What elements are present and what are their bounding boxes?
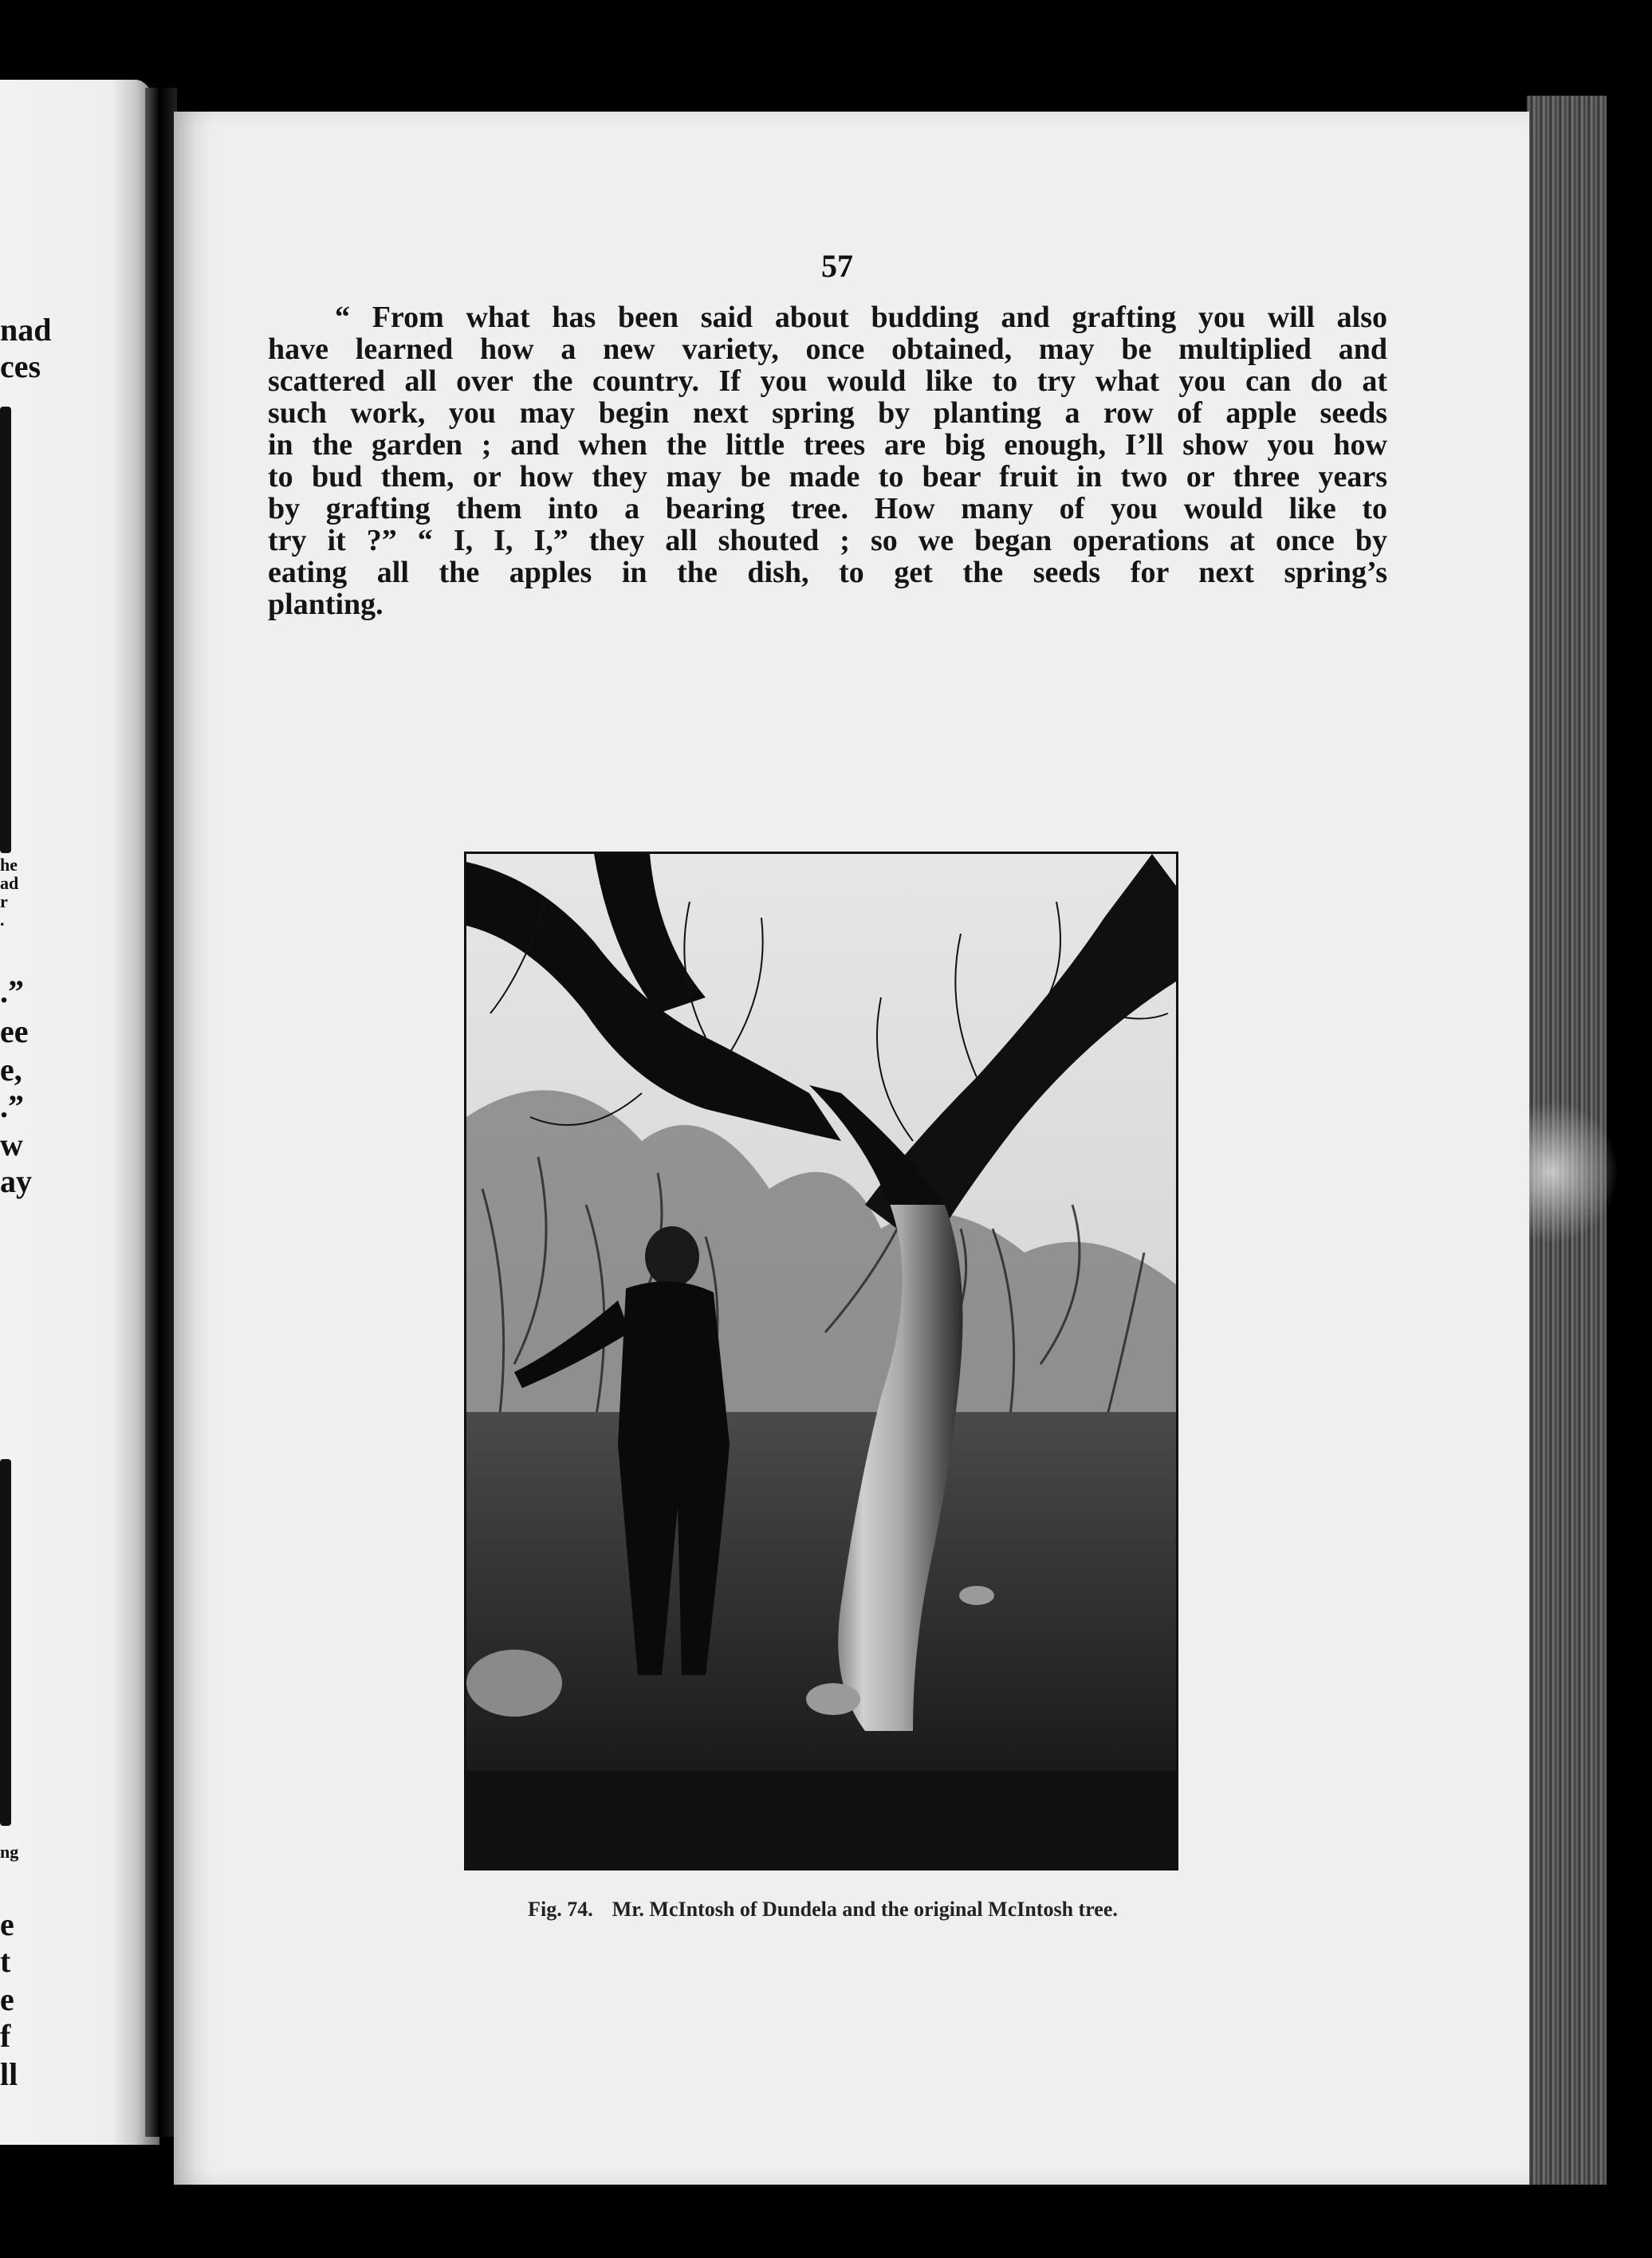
facing-page-text: ces [0,348,41,384]
text-line: have learned how a new variety, once obtained, may be multiplied and [268,332,1387,366]
body-paragraph [268,301,1387,620]
facing-page-text: f [0,2018,11,2054]
text-line: by grafting them into a bearing tree. How many of you would like to [268,492,1387,525]
text-line: eating all the apples in the dish, to get the seeds for next spring’s [268,556,1387,589]
facing-page-text: nad [0,312,52,348]
text-line: scattered all over the country. If you would like to try what you can do at [268,364,1387,398]
facing-page-illustration [0,407,11,853]
facing-page [0,80,159,2145]
facing-page-text: .” [0,1088,24,1124]
text-line: in the garden ; and when the little trees are big enough, I’ll show you how [268,428,1387,462]
facing-page-text: r [0,891,8,911]
facing-page-text: ad [0,873,19,893]
book-gutter [145,88,177,2137]
text-line: planting. [268,588,384,621]
text-line: to bud them, or how they may be made to bear fruit in two or three years [268,460,1387,494]
text-line: try it ?” “ I, I, I,” they all shouted ; so we began operations at once by [268,524,1387,557]
facing-page-text: t [0,1943,11,1979]
figure-caption-text: Mr. McIntosh of Dundela and the original McIntosh tree. [612,1898,1118,1921]
figure-photo-mcintosh-tree [464,852,1178,1871]
figure-caption [456,1898,1190,1922]
facing-page-text: e [0,1906,14,1942]
facing-page-text: ng [0,1842,19,1862]
facing-page-text: . [0,910,5,930]
facing-page-text: .” [0,974,24,1009]
text-line: such work, you may begin next spring by planting a row of apple seeds [268,396,1387,430]
facing-page-text: ll [0,2056,18,2092]
facing-page-illustration [0,1459,11,1826]
facing-page-text: ee [0,1013,29,1049]
facing-page-text: e [0,1981,14,2017]
page-number: 57 [821,248,853,284]
figure-label: Fig. 74. [528,1898,593,1921]
text-line: “ From what has been said about budding and grafting you will also [335,301,1387,334]
facing-page-text: e, [0,1052,22,1088]
facing-page-text: ay [0,1163,32,1199]
facing-page-text: he [0,855,18,875]
facing-page-text: w [0,1127,23,1162]
photo-illustration [466,854,1176,1868]
